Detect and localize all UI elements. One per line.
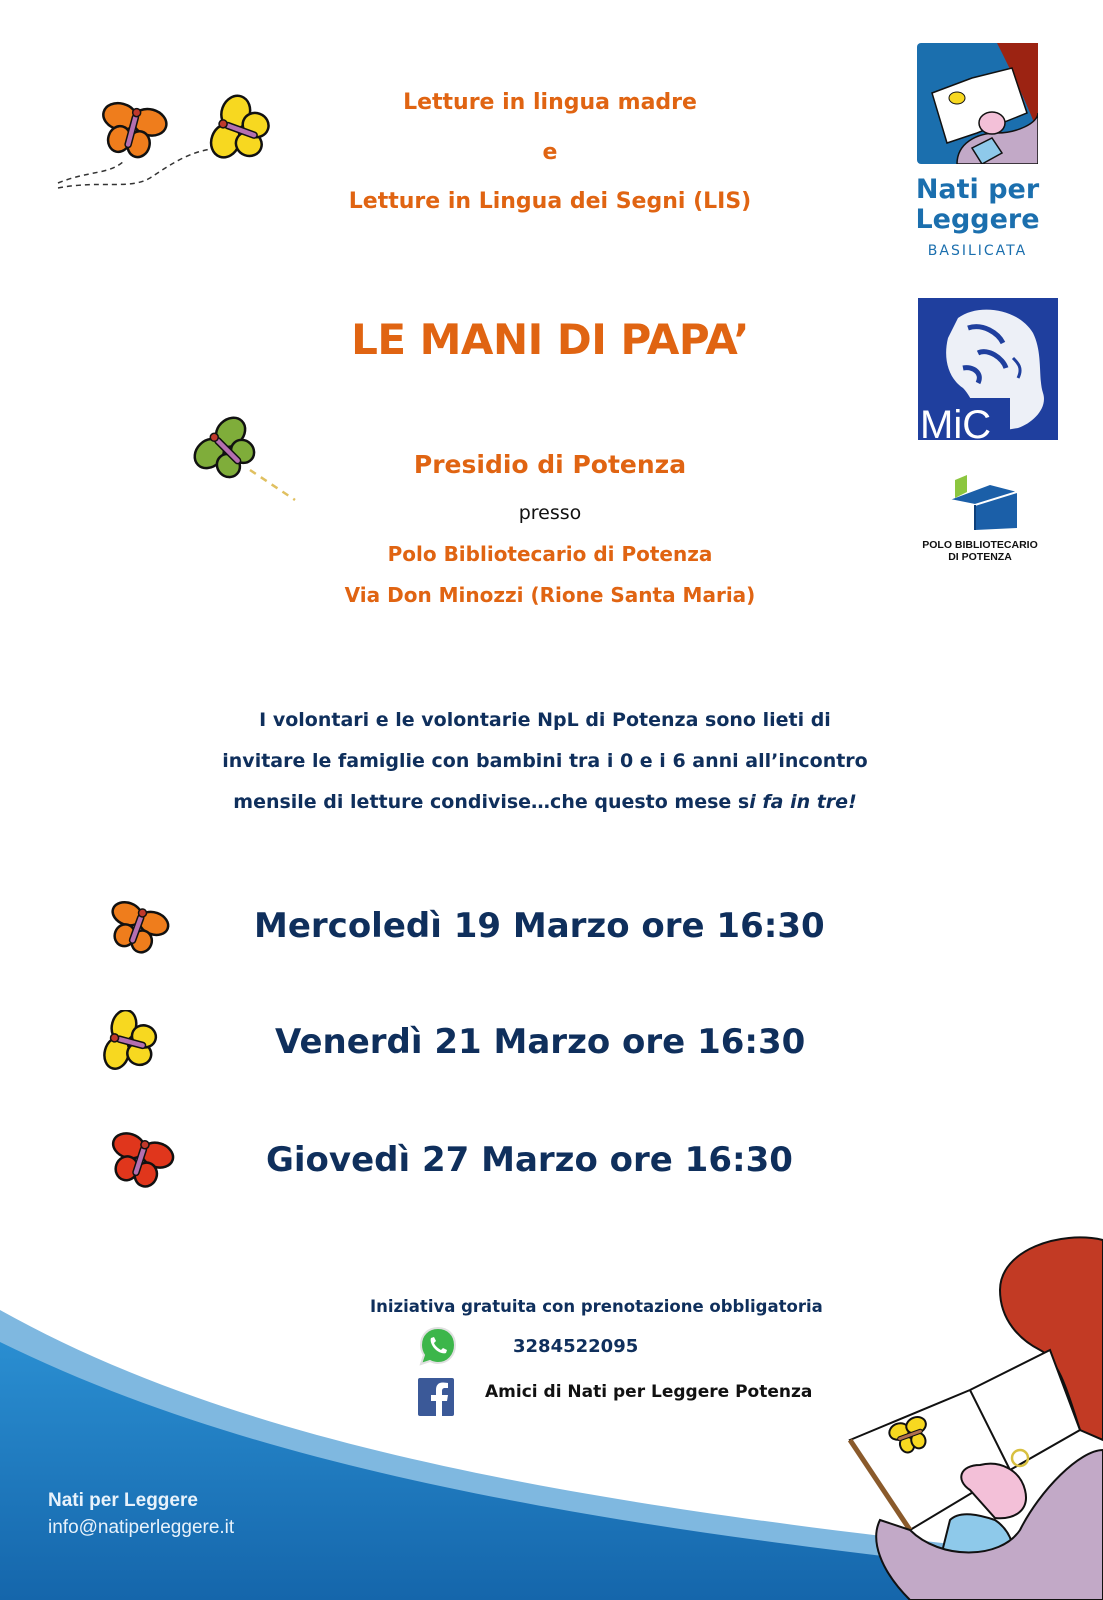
date-row: [0, 898, 1103, 958]
npl-logo-line-3: BASILICATA: [927, 243, 1028, 259]
butterfly-orange-icon: [95, 98, 170, 163]
polo-bibliotecario-logo-image: [945, 470, 1020, 532]
facebook-page-name: Amici di Nati per Leggere Potenza: [485, 1382, 813, 1402]
invitation-line-3: mensile di letture condivise…che questo mese si fa in tre!: [233, 791, 857, 813]
subtitle-line-3: Letture in Lingua dei Segni (LIS): [348, 189, 752, 214]
butterfly-orange-icon: [100, 898, 175, 958]
presso-label: presso: [518, 502, 582, 524]
mic-logo: [918, 298, 1058, 440]
invitation-line-1: I volontari e le volontarie NpL di Potenza sono lieti di: [259, 709, 831, 731]
subtitle-line-2: e: [542, 140, 558, 165]
date-3: Giovedì 27 Marzo ore 16:30: [266, 1140, 793, 1180]
subtitle-line-1: Letture in lingua madre: [403, 90, 697, 115]
facebook-icon[interactable]: [418, 1378, 454, 1416]
footer-email[interactable]: info@natiperleggere.it: [48, 1517, 235, 1538]
date-row: [0, 1010, 1103, 1070]
npl-logo-line-2: Leggere: [915, 204, 1040, 235]
butterfly-red-icon: [100, 1128, 180, 1193]
date-1: Mercoledì 19 Marzo ore 16:30: [254, 906, 825, 946]
polo-logo-text: POLO BIBLIOTECARIO DI POTENZA: [922, 539, 1038, 563]
venue-label: Polo Bibliotecario di Potenza: [387, 542, 713, 566]
footer-org-name: Nati per Leggere: [48, 1490, 198, 1511]
butterfly-yellow-icon: [95, 1010, 170, 1075]
npl-basilicata-logo-image: [917, 43, 1038, 164]
invitation-line-2: invitare le famiglie con bambini tra i 0 e i 6 anni all’incontro: [222, 750, 868, 772]
npl-logo-line-1: Nati per: [915, 174, 1040, 205]
mic-logo-text: MiC: [920, 403, 992, 440]
mother-child-reading-illustration: [820, 1200, 1103, 1600]
page-title: LE MANI DI PAPA’: [351, 315, 749, 364]
date-row: [0, 1128, 1103, 1188]
registration-title: Iniziativa gratuita con prenotazione obbligatoria: [370, 1297, 823, 1316]
address-label: Via Don Minozzi (Rione Santa Maria): [344, 583, 756, 607]
whatsapp-icon[interactable]: [418, 1325, 458, 1367]
whatsapp-number: 3284522095: [513, 1336, 639, 1357]
invitation-paragraph: [130, 700, 960, 823]
date-2: Venerdì 21 Marzo ore 16:30: [275, 1022, 806, 1062]
presidio-label: Presidio di Potenza: [413, 450, 687, 479]
